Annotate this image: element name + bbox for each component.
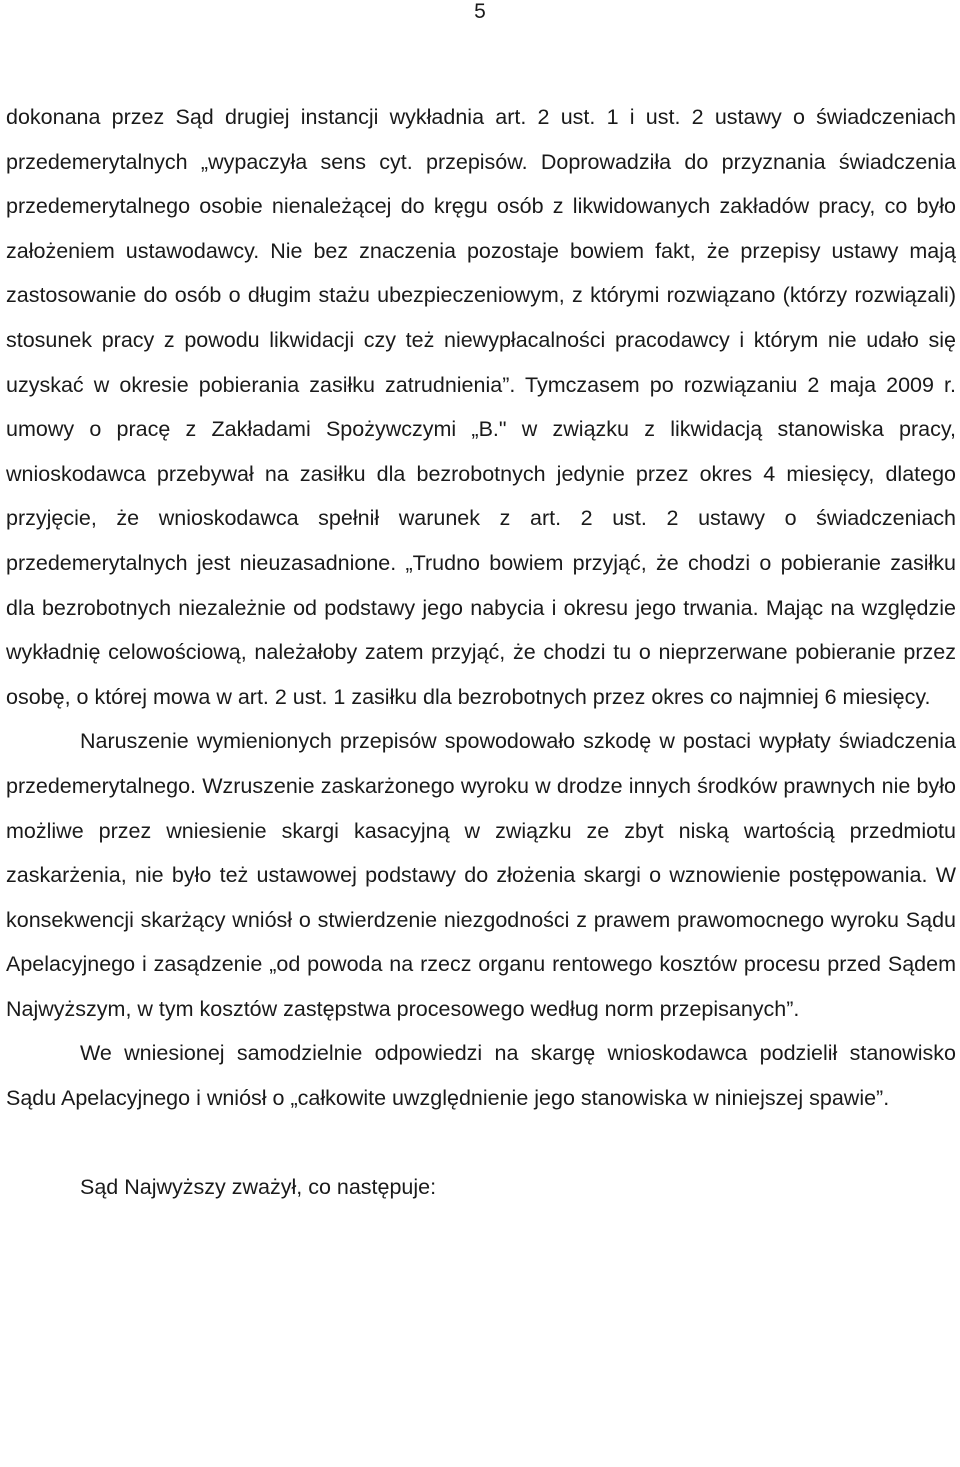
- closing-heading: Sąd Najwyższy zważył, co następuje:: [80, 1174, 437, 1199]
- paragraph-violation-consequences: Naruszenie wymienionych przepisów spowodowało szkodę w postaci wypłaty świadczenia przedemerytalnego. Wzruszenie zaskarżonego wyroku w drodze innych środków prawnych nie było możliwe przez wniesienie skargi kasacyjną w związku ze zbyt niską wartością przedmiotu zaskarżenia, nie było też ustawowej podstawy do złożenia skargi o wznowienie postępowania. W konsekwencji skarżący wniósł o stwierdzenie niezgodności z prawem prawomocnego wyroku Sądu Apelacyjnego i zasądzenie „od powoda na rzecz organu rentowego kosztów procesu przed Sądem Najwyższym, w tym kosztów zastępstwa procesowego według norm przepisanych”.: [6, 729, 956, 1021]
- document-body: [6, 95, 956, 1209]
- page-number: 5: [474, 0, 486, 23]
- paragraph-response-to-complaint: We wniesionej samodzielnie odpowiedzi na skargę wnioskodawca podzielił stanowisko Sądu Apelacyjnego i wniósł o „całkowite uwzględnienie jego stanowiska w niniejszej spawie”.: [6, 1041, 956, 1111]
- paragraph-argument-continuation: dokonana przez Sąd drugiej instancji wykładnia art. 2 ust. 1 i ust. 2 ustawy o świadczeniach przedemerytalnych „wypaczyła sens cyt. przepisów. Doprowadziła do przyznania świadczenia przedemerytalnego osobie nienależącej do kręgu osób z likwidowanych zakładów pracy, co było założeniem ustawodawcy. Nie bez znaczenia pozostaje bowiem fakt, że przepisy ustawy mają zastosowanie do osób o długim stażu ubezpieczeniowym, z którymi rozwiązano (którzy rozwiązali) stosunek pracy z powodu likwidacji czy też niewypłacalności pracodawcy i którym nie udało się uzyskać w okresie pobierania zasiłku zatrudnienia”. Tymczasem po rozwiązaniu 2 maja 2009 r. umowy o pracę z Zakładami Spożywczymi „B." w związku z likwidacją stanowiska pracy, wnioskodawca przebywał na zasiłku dla bezrobotnych jedynie przez okres 4 miesięcy, dlatego przyjęcie, że wnioskodawca spełnił warunek z art. 2 ust. 2 ustawy o świadczeniach przedemerytalnych jest nieuzasadnione. „Trudno bowiem przyjąć, że chodzi o pobieranie zasiłku dla bezrobotnych niezależnie od podstawy jego nabycia i okresu jego trwania. Mając na względzie wykładnię celowościową, należałoby zatem przyjąć, że chodzi tu o nieprzerwane pobieranie przez osobę, o której mowa w art. 2 ust. 1 zasiłku dla bezrobotnych przez okres co najmniej 6 miesięcy.: [6, 105, 956, 709]
